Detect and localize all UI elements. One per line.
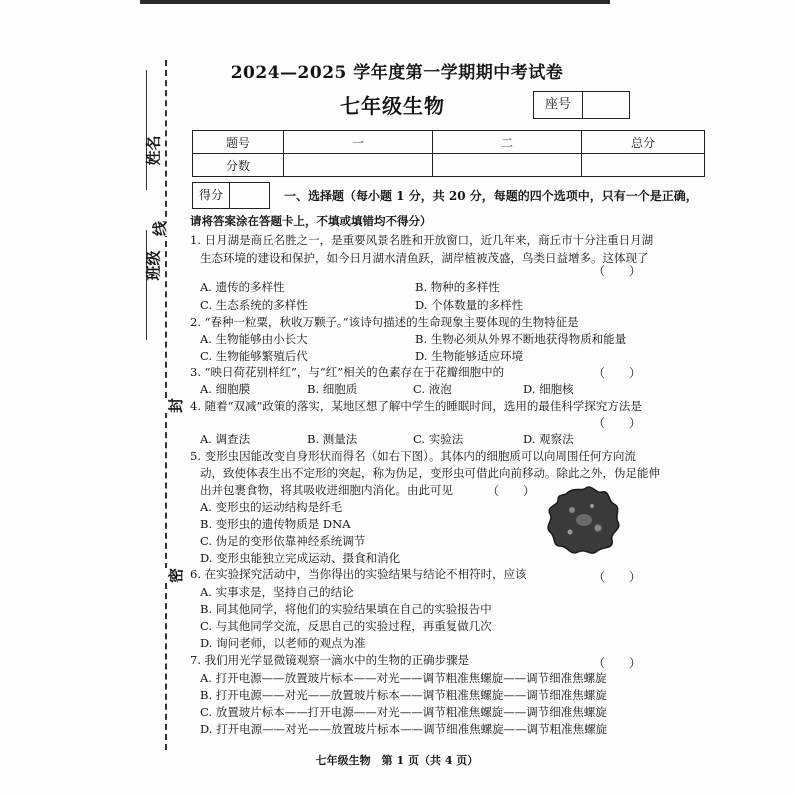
option: C. 液泡 — [413, 382, 452, 396]
answer-blank: （ ） — [593, 366, 642, 380]
score-table-header: 二 — [433, 131, 582, 154]
section-score-label: 得分 — [193, 183, 230, 208]
option: D. 询问老师，以老师的观点为准 — [200, 636, 366, 650]
question-stem: 5. 变形虫因能改变自身形状而得名（如右下图）。其体内的细胞质可以向周围任何方向流 — [190, 449, 636, 463]
answer-blank: （ ） — [593, 570, 642, 584]
option: D. 变形虫能独立完成运动、摄食和消化 — [200, 551, 401, 565]
binding-mark-mi: 密 — [167, 567, 186, 584]
section-heading: 一、选择题（每小题 1 分，共 20 分，每题的四个选项中，只有一个是正确， — [284, 189, 698, 203]
answer-blank: （ ） — [593, 264, 642, 278]
seat-number-box[interactable] — [533, 91, 630, 119]
option: C. 实验法 — [413, 432, 464, 446]
amoeba-illustration — [544, 484, 624, 556]
score-table-header: 一 — [284, 131, 433, 154]
class-underline — [146, 230, 147, 340]
score-cell[interactable] — [582, 154, 705, 177]
seat-number-label: 座号 — [534, 92, 583, 118]
option: A. 细胞膜 — [200, 382, 251, 396]
question-stem: 7. 我们用光学显微镜观察一滴水中的生物的正确步骤是 — [190, 653, 470, 667]
question-stem: 1. 日月湖是商丘名胜之一，是重要风景名胜和开放窗口，近几年来，商丘市十分注重日月湖 — [190, 233, 654, 247]
question-stem: 6. 在实验探究活动中，当你得出的实验结果与结论不相符时，应该 — [190, 567, 527, 581]
option: D. 生物能够适应环境 — [415, 349, 524, 363]
option: C. 生态系统的多样性 — [200, 298, 308, 312]
section-score-box[interactable] — [192, 182, 270, 209]
option: B. 打开电源——对光——放置玻片标本——调节粗准焦螺旋——调节细准焦螺旋 — [200, 688, 607, 702]
class-field-label: 班级 — [144, 250, 163, 281]
option: C. 伪足的变形依靠神经系统调节 — [200, 534, 366, 548]
question-stem: 生态环境的建设和保护，如今日月湖水清鱼跃，湖岸植被茂盛，鸟类日益增多。这体现了 — [200, 251, 649, 265]
option: B. 变形虫的遗传物质是 DNA — [200, 517, 351, 531]
option: A. 打开电源——放置玻片标本——对光——调节粗准焦螺旋——调节细准焦螺旋 — [200, 671, 607, 685]
score-cell[interactable] — [284, 154, 433, 177]
question-stem: 出并包裹食物，将其吸收进细胞内消化。由此可见 — [200, 483, 453, 497]
question-stem: 3. “映日荷花别样红”，与“红”相关的色素存在于花瓣细胞中的 — [190, 365, 505, 379]
score-table — [192, 130, 705, 177]
answer-blank: （ ） — [593, 656, 642, 670]
option: B. 细胞质 — [307, 382, 358, 396]
name-underline — [146, 70, 147, 190]
score-row-label: 分数 — [193, 154, 284, 177]
option: B. 同其他同学，将他们的实验结果填在自己的实验报告中 — [200, 602, 492, 616]
option: A. 遗传的多样性 — [200, 280, 285, 294]
option: B. 生物必须从外界不断地获得物质和能量 — [415, 332, 627, 346]
page-footer: 七年级生物 第 1 页（共 4 页） — [315, 754, 479, 767]
section-note: 请将答案涂在答题卡上，不填或填错均不得分） — [190, 214, 432, 228]
score-table-header: 题号 — [193, 131, 284, 154]
option: D. 个体数量的多样性 — [415, 298, 524, 312]
option: D. 打开电源——对光——放置玻片标本——调节细准焦螺旋——调节粗准焦螺旋 — [200, 722, 608, 736]
name-field-label: 姓名 — [144, 135, 163, 166]
option: A. 生物能够由小长大 — [200, 332, 308, 346]
score-table-score-row — [193, 154, 705, 177]
question-stem: 4. 随着“双减”政策的落实，某地区想了解中学生的睡眠时间，选用的最佳科学探究方法是 — [190, 399, 642, 413]
option: B. 测量法 — [307, 432, 358, 446]
option: C. 生物能够繁殖后代 — [200, 349, 308, 363]
score-table-header-row — [193, 131, 705, 154]
score-cell[interactable] — [433, 154, 582, 177]
option: D. 细胞核 — [523, 382, 574, 396]
exam-subject: 七年级生物 — [340, 94, 445, 118]
option: C. 放置玻片标本——打开电源——对光——调节粗准焦螺旋——调节细准焦螺旋 — [200, 705, 607, 719]
binding-mark-xian: 线 — [151, 220, 170, 237]
exam-title: 2024—2025 学年度第一学期期中考试卷 — [230, 63, 564, 83]
option: D. 观察法 — [523, 432, 574, 446]
question-stem: 动，致使体表生出不定形的突起，称为伪足，变形虫可借此向前移动。除此之外，伪足能伸 — [200, 466, 660, 480]
option: A. 实事求是，坚持自己的结论 — [200, 585, 354, 599]
answer-blank: （ ） — [487, 484, 536, 498]
score-table-header: 总分 — [582, 131, 705, 154]
option: A. 调查法 — [200, 432, 251, 446]
binding-mark-feng: 封 — [167, 397, 186, 414]
answer-blank: （ ） — [593, 416, 642, 430]
question-stem: 2. “春种一粒粟，秋收万颗子。”该诗句描述的生命现象主要体现的生物特征是 — [190, 315, 579, 329]
option: A. 变形虫的运动结构是纤毛 — [200, 500, 343, 514]
option: C. 与其他同学交流，反思自己的实验过程，再重复做几次 — [200, 619, 492, 633]
top-border — [140, 0, 610, 4]
option: B. 物种的多样性 — [415, 280, 500, 294]
